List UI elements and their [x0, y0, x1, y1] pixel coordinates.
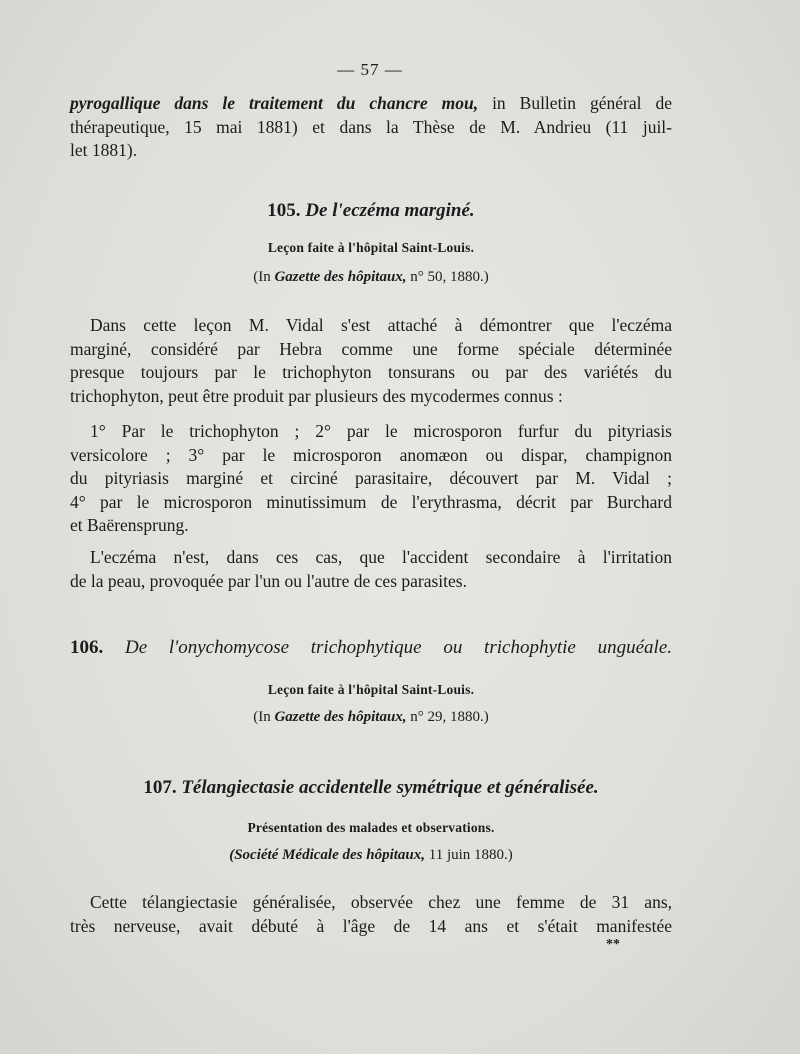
section-107-title: Télangiectasie accidentelle symétrique et généralisée.	[181, 777, 599, 798]
section-107-source: (Société Médicale des hôpitaux, 11 juin 1880.)	[229, 847, 513, 863]
section-105-paragraph-1	[70, 314, 672, 408]
section-107-presentation: Présentation des malades et observations.	[247, 820, 495, 835]
section-106-heading	[70, 637, 672, 659]
section-105-number: 105.	[267, 200, 301, 221]
s105-p1-line-3: presque toujours par le trichophyton tonsurans ou par des variétés du	[70, 362, 672, 382]
s107-p1-line-1: Cette télangiectasie généralisée, observée chez une femme de 31 ans,	[90, 892, 672, 912]
s105-p2-line-2: versicolore ; 3° par le microsporon anomæon ou dispar, champignon	[70, 444, 672, 465]
section-105-paragraph-2	[70, 420, 672, 538]
section-106-lecon: Leçon faite à l'hôpital Saint-Louis.	[267, 682, 475, 697]
section-106-title: De l'onychomycose trichophytique ou trichophytie unguéale.	[125, 637, 673, 658]
s105-p2-line-4: 4° par le microsporon minutissimum de l'erythrasma, décrit par Burchard	[70, 491, 672, 512]
section-105-title: De l'eczéma marginé.	[305, 200, 475, 221]
intro-paragraph	[70, 92, 672, 163]
page-number: — 57 —	[337, 60, 403, 79]
section-107-paragraph-1	[70, 891, 672, 938]
s105-p1-line-1: Dans cette leçon M. Vidal s'est attaché à démontrer que l'eczéma	[90, 315, 672, 335]
section-105-source: (In Gazette des hôpitaux, n° 50, 1880.)	[253, 269, 489, 285]
s105-p2-line-3: du pityriasis marginé et circiné parasitaire, découvert par M. Vidal ;	[70, 468, 672, 488]
s107-p1-line-2: très nerveuse, avait débuté à l'âge de 14 ans et s'était manifestée	[70, 915, 672, 936]
s105-p3-line-2: de la peau, provoquée par l'un ou l'autre de ces parasites.	[70, 570, 467, 591]
intro-line-2: thérapeutique, 15 mai 1881) et dans la Thèse de M. Andrieu (11 juil-	[70, 116, 672, 137]
signature-mark: **	[606, 937, 620, 952]
section-105-lecon: Leçon faite à l'hôpital Saint-Louis.	[267, 240, 475, 255]
intro-line-3: let 1881).	[70, 140, 138, 160]
section-107-heading	[70, 777, 672, 799]
s105-p3-line-1: L'eczéma n'est, dans ces cas, que l'accident secondaire à l'irritation	[90, 547, 672, 567]
section-106-number: 106.	[70, 637, 104, 658]
section-107-number: 107.	[143, 777, 177, 798]
section-105-heading	[70, 200, 672, 222]
section-105-paragraph-3	[70, 546, 672, 593]
s105-p2-line-5: et Baërensprung.	[70, 515, 189, 535]
s105-p2-line-1: 1° Par le trichophyton ; 2° par le microsporon furfur du pityriasis	[90, 421, 672, 441]
section-106-source: (In Gazette des hôpitaux, n° 29, 1880.)	[253, 709, 489, 725]
s105-p1-line-4: trichophyton, peut être produit par plusieurs des mycodermes connus :	[70, 385, 563, 406]
s105-p1-line-2: marginé, considéré par Hebra comme une forme spéciale déterminée	[70, 338, 672, 359]
intro-line-1: pyrogallique dans le traitement du chancre mou, in Bulletin général de	[70, 93, 672, 113]
